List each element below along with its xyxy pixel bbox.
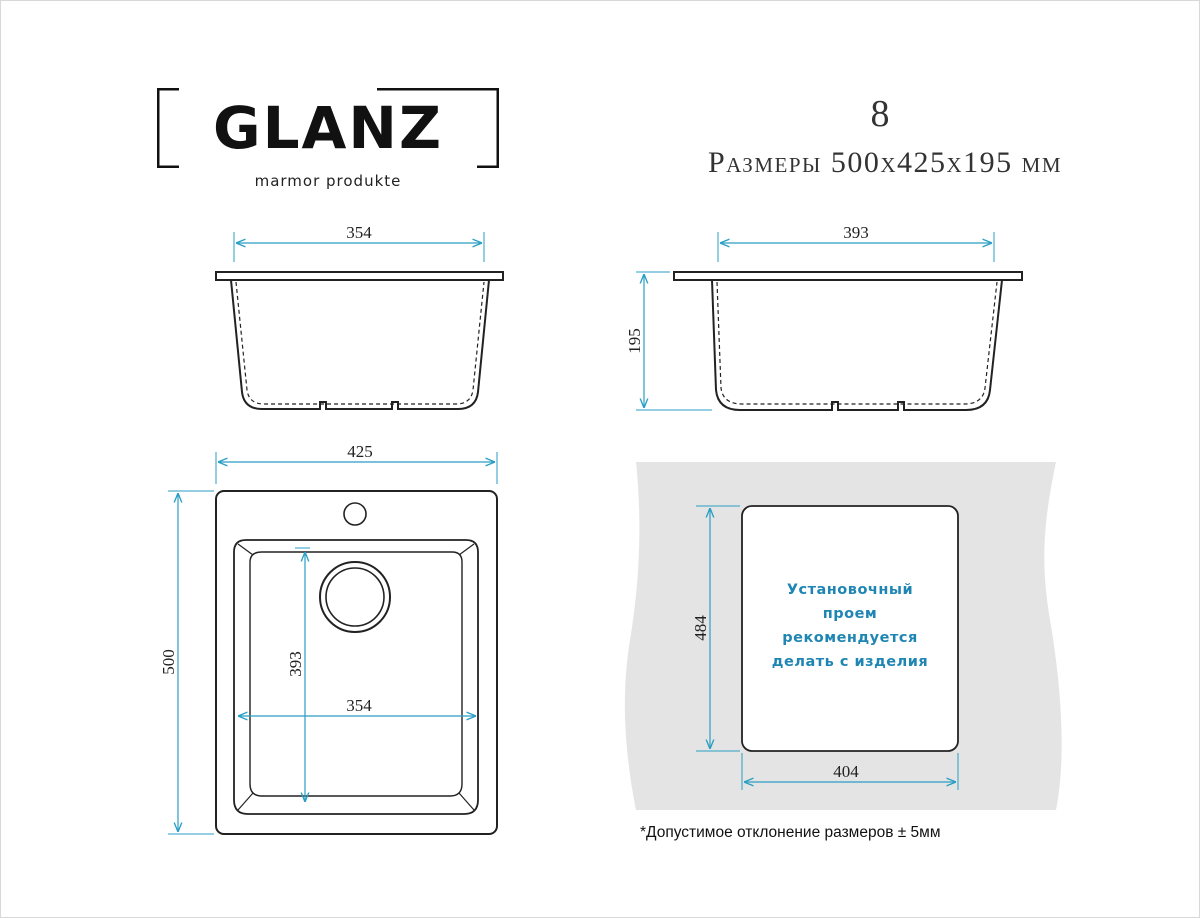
cutout-note-line-1: Установочный [786, 582, 914, 598]
bowl-bevel-outer [234, 540, 478, 814]
top-view [159, 442, 497, 834]
cutout-note [742, 578, 958, 674]
model-number: 8 [870, 93, 890, 135]
logo-tagline: marmor produkte [254, 172, 402, 190]
dim-label-side-height: 195 [625, 328, 644, 354]
dim-label-bowl-width: 354 [346, 696, 372, 715]
dim-label-top-height: 500 [159, 649, 178, 675]
cutout-note-line-4: делать с изделия [771, 654, 929, 670]
dimensions-title: Размеры 500х425х195 мм [707, 146, 1063, 179]
drain-outer-ring [320, 562, 390, 632]
logo-brand-name: GLANZ [212, 94, 444, 162]
sink-bowl-inner-front [236, 282, 484, 404]
sink-bowl-outer-side [712, 280, 1002, 410]
side-view-side [625, 223, 1022, 410]
cutout-note-line-3: рекомендуется [782, 630, 918, 646]
side-view-front [216, 223, 503, 409]
cutout-note-line-2: проем [822, 606, 878, 622]
dim-label-cutout-height: 484 [691, 615, 710, 641]
sink-rim-side [674, 272, 1022, 280]
sink-bowl-outer-front [231, 280, 489, 409]
dim-label-side-right-width: 393 [843, 223, 869, 242]
drain-inner-ring [326, 568, 384, 626]
bowl-bevel-inner [250, 552, 462, 796]
tolerance-footnote: *Допустимое отклонение размеров ± 5мм [640, 824, 941, 841]
dim-label-cutout-width: 404 [833, 762, 859, 781]
dim-label-top-width: 425 [347, 442, 373, 461]
sink-rim-front [216, 272, 503, 280]
faucet-hole [344, 503, 366, 525]
dim-label-bowl-height: 393 [286, 651, 305, 677]
sink-outline-top [216, 491, 497, 834]
sink-bowl-inner-side [717, 282, 997, 404]
dim-label-side-left-width: 354 [346, 223, 372, 242]
